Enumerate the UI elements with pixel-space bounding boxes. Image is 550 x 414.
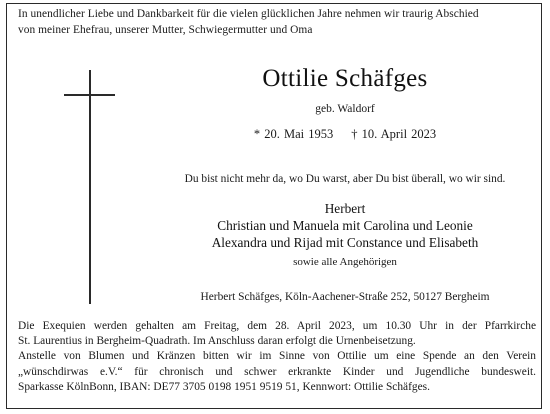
contact-address: Herbert Schäfges, Köln-Aachener-Straße 252, 50127 Bergheim: [200, 291, 490, 303]
cross-icon: [89, 70, 91, 304]
birth-date: * 20. Mai 1953: [253, 127, 334, 141]
family-line: Herbert: [324, 201, 366, 216]
other-relatives: sowie alle Angehörigen: [293, 256, 397, 268]
funeral-details-line: Die Exequien werden gehalten am Freitag, dem 28. April 2023, um 10.30 Uhr in der Pfarrkirche: [18, 320, 536, 332]
deceased-name: Ottilie Schäfges: [262, 65, 428, 92]
funeral-details-line: Sparkasse KölnBonn, IBAN: DE77 3705 0198 1951 9519 51, Kennwort: Ottilie Schäfges.: [18, 380, 430, 393]
cross-icon-bar: [64, 94, 115, 96]
funeral-details-line: St. Laurentius in Bergheim-Quadrath. Im Anschluss daran erfolgt die Urnenbeisetzung.: [18, 335, 416, 348]
family-line: Alexandra und Rijad mit Constance und Elisabeth: [211, 235, 479, 250]
family-names: [150, 200, 540, 251]
memorial-quote: Du bist nicht mehr da, wo Du warst, aber Du bist überall, wo wir sind.: [184, 173, 506, 185]
intro-line: von meiner Ehefrau, unserer Mutter, Schwiegermutter und Oma: [18, 23, 313, 36]
funeral-details: [18, 319, 536, 395]
funeral-details-line: „wünschdirwas e.V.“ für chronisch und schwer erkrankte Kinder und Jugendliche bundesweit.: [18, 365, 536, 378]
funeral-details-line: Anstelle von Blumen und Kränzen bitten wir im Sinne von Ottilie um eine Spende an den Verein: [18, 350, 536, 363]
family-line: Christian und Manuela mit Carolina und Leonie: [217, 218, 473, 233]
intro-text: [18, 7, 538, 38]
maiden-name: geb. Waldorf: [315, 103, 375, 115]
death-date: † 10. April 2023: [351, 127, 437, 141]
life-dates: [160, 127, 530, 142]
intro-line: In unendlicher Liebe und Dankbarkeit für die vielen glücklichen Jahre nehmen wir traurig Abschied: [18, 8, 479, 20]
